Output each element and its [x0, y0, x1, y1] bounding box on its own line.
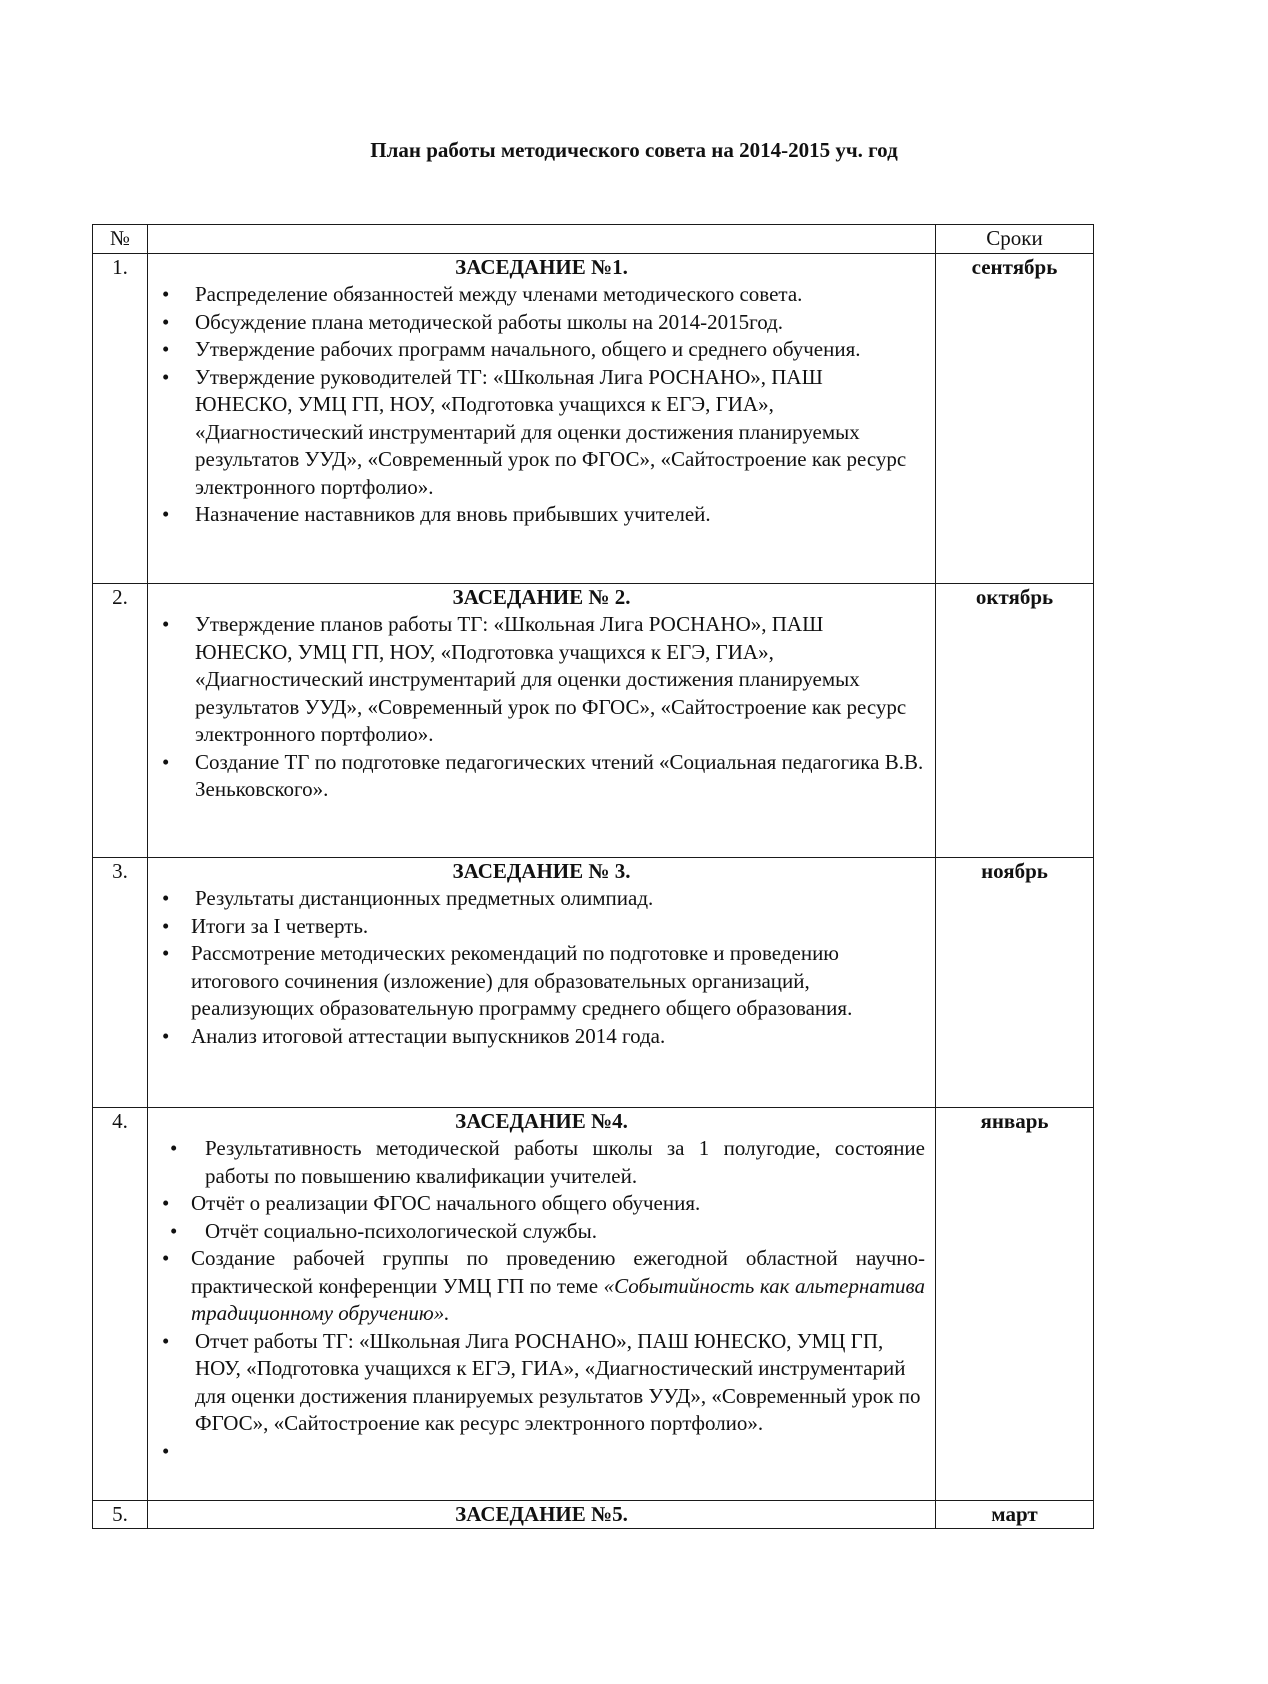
meeting-cell [148, 1500, 936, 1529]
meeting-cell [148, 583, 936, 857]
list-item: • Отчёт о реализации ФГОС начального общего обучения. [148, 1190, 935, 1218]
list-item: • Результативность методической работы школы за 1 полугодие, состояние работы по повышению квалификации учителей. [170, 1136, 925, 1188]
conference-topic: «Событийность как альтернатива традиционному обручению». [191, 1273, 926, 1325]
bullet-icon: • [162, 364, 170, 389]
agenda-list [148, 611, 935, 804]
header-term: Сроки [936, 225, 1094, 254]
bullet-icon: • [162, 1023, 170, 1048]
row-number: 2. [93, 583, 148, 857]
meeting-title: ЗАСЕДАНИЕ № 3. [452, 858, 631, 883]
term-cell: октябрь [936, 583, 1094, 857]
meeting-cell [148, 1107, 936, 1500]
agenda-list [148, 281, 935, 529]
bullet-icon: • [162, 612, 170, 636]
table-row [93, 583, 1094, 857]
row-number: 4. [93, 1107, 148, 1500]
list-item: • Назначение наставников для вновь прибывших учителей. [148, 501, 935, 529]
meeting-title: ЗАСЕДАНИЕ №1. [455, 254, 628, 279]
meeting-title: ЗАСЕДАНИЕ № 2. [452, 584, 631, 609]
list-item: • Утверждение руководителей ТГ: «Школьная Лига РОСНАНО», ПАШ ЮНЕСКО, УМЦ ГП, НОУ, «Подготовка учащихся к ЕГЭ, ГИА», «Диагностический инструментарий для оценки достижения планируемых результатов УУД», «Современный урок по ФГОС», «Сайтостроение как ресурс электронного портфолио». [162, 364, 907, 499]
bullet-icon: • [162, 913, 170, 938]
row-number: 3. [93, 857, 148, 1107]
table-row [93, 253, 1094, 583]
row-number: 5. [93, 1500, 148, 1529]
list-item: • Обсуждение плана методической работы школы на 2014-2015год. [148, 309, 935, 337]
term-cell: март [936, 1500, 1094, 1529]
list-item [148, 1438, 935, 1466]
bullet-icon: • [162, 1328, 170, 1353]
document-title: План работы методического совета на 2014-2015 уч. год [370, 138, 898, 162]
bullet-icon: • [162, 941, 170, 965]
list-item: • Создание рабочей группы по проведению ежегодной областной научно-практической конференции УМЦ ГП по теме «Событийность как альтернатива традиционному обручению». [162, 1246, 926, 1325]
bullet-icon: • [162, 1438, 170, 1463]
table-row [93, 1500, 1094, 1529]
header-topic [148, 225, 936, 254]
bullet-icon: • [162, 749, 170, 774]
list-item: • Утверждение рабочих программ начального, общего и среднего обучения. [148, 336, 935, 364]
agenda-list [148, 885, 935, 1050]
bullet-icon: • [162, 1246, 170, 1270]
term-cell: сентябрь [936, 253, 1094, 583]
meeting-cell [148, 857, 936, 1107]
term-cell: ноябрь [936, 857, 1094, 1107]
bullet-icon: • [170, 1218, 178, 1243]
bullet-icon: • [162, 886, 170, 910]
plan-table [92, 224, 1094, 1529]
bullet-icon: • [170, 1136, 178, 1160]
list-item: • Создание ТГ по подготовке педагогических чтений «Социальная педагогика В.В. Зеньковского». [162, 749, 924, 801]
bullet-icon: • [162, 337, 170, 361]
bullet-icon: • [162, 282, 170, 306]
bullet-icon: • [162, 1191, 170, 1215]
list-item: • Утверждение планов работы ТГ: «Школьная Лига РОСНАНО», ПАШ ЮНЕСКО, УМЦ ГП, НОУ, «Подготовка учащихся к ЕГЭ, ГИА», «Диагностический инструментарий для оценки достижения планируемых результатов УУД», «Современный урок по ФГОС», «Сайтостроение как ресурс электронного портфолио». [162, 612, 907, 746]
list-item: • Отчет работы ТГ: «Школьная Лига РОСНАНО», ПАШ ЮНЕСКО, УМЦ ГП, НОУ, «Подготовка учащихся к ЕГЭ, ГИА», «Диагностический инструментарий для оценки достижения планируемых результатов УУД», «Современный урок по ФГОС», «Сайтостроение как ресурс электронного портфолио». [162, 1328, 921, 1435]
agenda-list [148, 1135, 935, 1465]
table-header-row [93, 225, 1094, 254]
bullet-icon: • [162, 502, 170, 526]
meeting-title: ЗАСЕДАНИЕ №5. [455, 1501, 628, 1526]
list-item: • Рассмотрение методических рекомендаций по подготовке и проведению итогового сочинения (изложение) для образовательных организаций, реализующих образовательную программу среднего общего образования. [162, 941, 853, 1020]
row-number: 1. [93, 253, 148, 583]
list-item: • Итоги за I четверть. [148, 913, 935, 941]
bullet-icon: • [162, 309, 170, 334]
list-item: • Распределение обязанностей между членами методического совета. [148, 281, 935, 309]
list-item: • Отчёт социально-психологической службы. [148, 1218, 935, 1246]
meeting-cell [148, 253, 936, 583]
meeting-title: ЗАСЕДАНИЕ №4. [455, 1108, 628, 1133]
table-row [93, 857, 1094, 1107]
list-item: • Результаты дистанционных предметных олимпиад. [148, 885, 935, 913]
list-item: • Анализ итоговой аттестации выпускников 2014 года. [148, 1023, 935, 1051]
header-number: № [93, 225, 148, 254]
term-cell: январь [936, 1107, 1094, 1500]
table-row [93, 1107, 1094, 1500]
